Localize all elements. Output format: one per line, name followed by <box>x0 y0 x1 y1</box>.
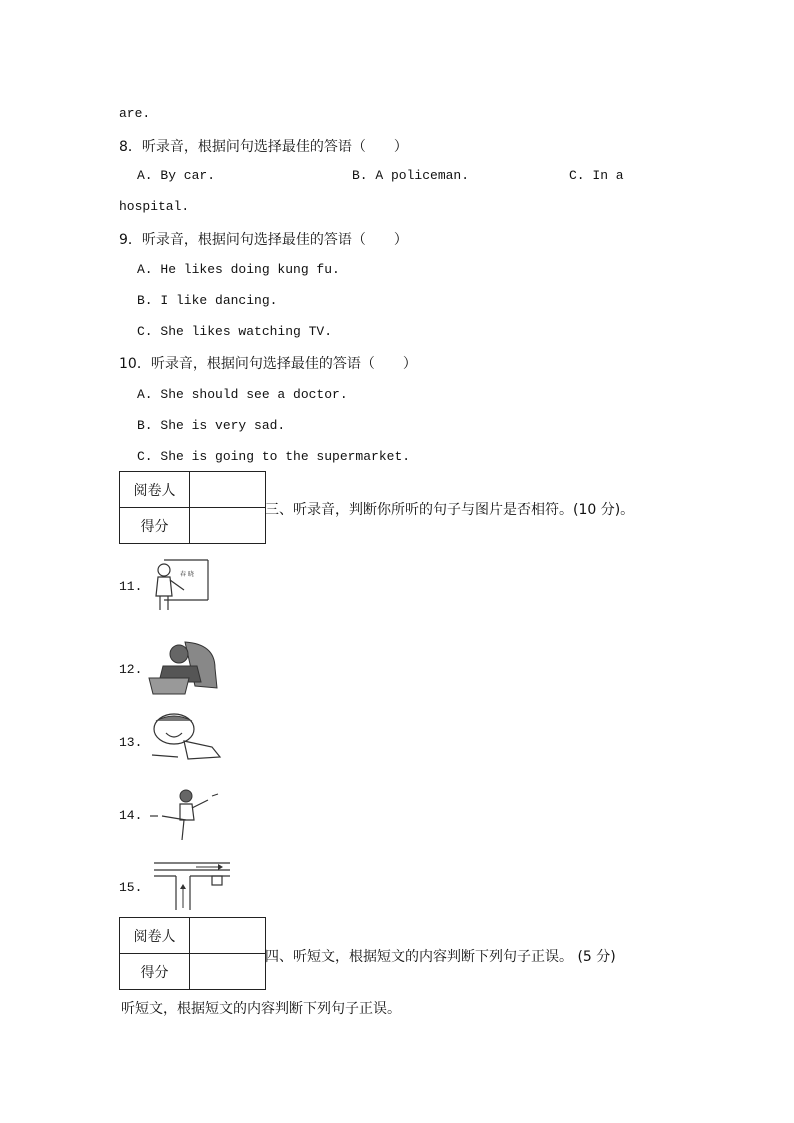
score-label: 得分 <box>120 508 190 544</box>
item-15-number: 15. <box>119 880 143 895</box>
reviewer-cell[interactable] <box>190 472 266 508</box>
svg-text:春 晓: 春 晓 <box>180 571 194 578</box>
teacher-at-blackboard-picture <box>150 556 212 614</box>
score-cell[interactable] <box>190 508 266 544</box>
section-3-heading: 三、听录音，判断你所听的句子与图片是否相符。(10 分)。 <box>265 502 635 518</box>
item-12-number: 12. <box>119 662 143 677</box>
score-table-section-3 <box>119 471 266 544</box>
score-label: 得分 <box>120 954 190 990</box>
item-11-number: 11. <box>119 579 143 594</box>
section-4-instruction: 听短文，根据短文的内容判断下列句子正误。 <box>121 1001 401 1017</box>
q9-option-a[interactable]: A. He likes doing kung fu. <box>137 262 340 277</box>
question-8: 8．听录音，根据问句选择最佳的答语（ ） <box>119 139 408 155</box>
laughing-child-picture <box>148 711 226 765</box>
q8-option-a[interactable]: A. By car. <box>137 168 216 183</box>
question-10: 10．听录音，根据问句选择最佳的答语（ ） <box>119 356 417 372</box>
q9-option-c[interactable]: C. She likes watching TV. <box>137 324 333 339</box>
man-on-phone-at-desk-picture <box>145 638 223 696</box>
score-cell[interactable] <box>190 954 266 990</box>
q10-option-c[interactable]: C. She is going to the supermarket. <box>137 449 411 464</box>
continuation-text: are. <box>119 106 151 121</box>
question-9: 9．听录音，根据问句选择最佳的答语（ ） <box>119 232 408 248</box>
reviewer-cell[interactable] <box>190 918 266 954</box>
section-4-heading: 四、听短文，根据短文的内容判断下列句子正误。 (5 分) <box>265 949 616 965</box>
q8-option-c-continued: hospital. <box>119 199 190 214</box>
girl-kicking-picture <box>146 786 222 844</box>
road-turn-map-picture <box>150 860 234 912</box>
q10-option-a[interactable]: A. She should see a doctor. <box>137 387 348 402</box>
q8-option-b[interactable]: B. A policeman. <box>352 168 470 183</box>
q9-option-b[interactable]: B. I like dancing. <box>137 293 278 308</box>
q10-option-b[interactable]: B. She is very sad. <box>137 418 286 433</box>
reviewer-label: 阅卷人 <box>120 918 190 954</box>
q8-option-c[interactable]: C. In a <box>569 168 624 183</box>
item-13-number: 13. <box>119 735 143 750</box>
score-table-section-4 <box>119 917 266 990</box>
reviewer-label: 阅卷人 <box>120 472 190 508</box>
item-14-number: 14. <box>119 808 143 823</box>
